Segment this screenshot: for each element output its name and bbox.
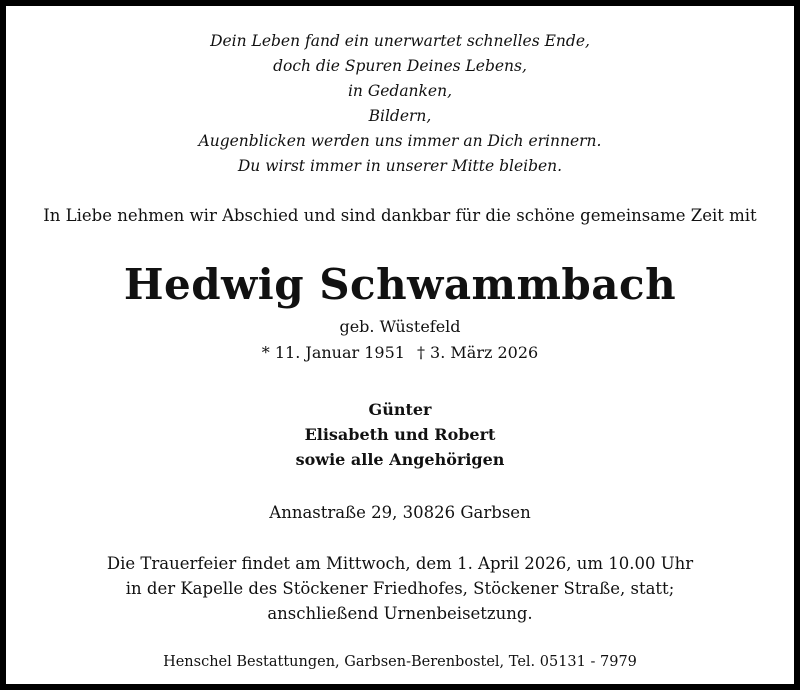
maiden-name: geb. Wüstefeld (339, 317, 461, 336)
ceremony-line: Die Trauerfeier findet am Mittwoch, dem 1. April 2026, um 10.00 Uhr (106, 554, 694, 573)
intro-text: In Liebe nehmen wir Abschied und sind dankbar für die schöne gemeinsame Zeit mit (43, 206, 757, 225)
poem-line: in Gedanken, (347, 82, 453, 100)
life-dates (6, 343, 794, 362)
birth-date: * 11. Januar 1951 (261, 343, 405, 362)
funeral-home-footer: Henschel Bestattungen, Garbsen-Berenbostel, Tel. 05131 - 7979 (163, 654, 637, 670)
poem-line: Du wirst immer in unserer Mitte bleiben. (237, 157, 563, 175)
ceremony-line: anschließend Urnenbeisetzung. (267, 604, 533, 623)
obituary-notice (6, 6, 794, 684)
deceased-name: Hedwig Schwammbach (123, 260, 677, 309)
poem-line: Dein Leben fand ein unerwartet schnelles Ende, (210, 32, 590, 50)
poem-line: doch die Spuren Deines Lebens, (273, 57, 527, 75)
poem-line: Augenblicken werden uns immer an Dich erinnern. (198, 132, 602, 150)
mourner-name: Elisabeth und Robert (304, 425, 496, 444)
mourner-name: sowie alle Angehörigen (295, 450, 505, 469)
death-date: † 3. März 2026 (416, 343, 539, 362)
mourner-name: Günter (368, 400, 432, 419)
address: Annastraße 29, 30826 Garbsen (269, 503, 531, 522)
poem-line: Bildern, (368, 107, 432, 125)
ceremony-line: in der Kapelle des Stöckener Friedhofes, Stöckener Straße, statt; (125, 579, 675, 598)
